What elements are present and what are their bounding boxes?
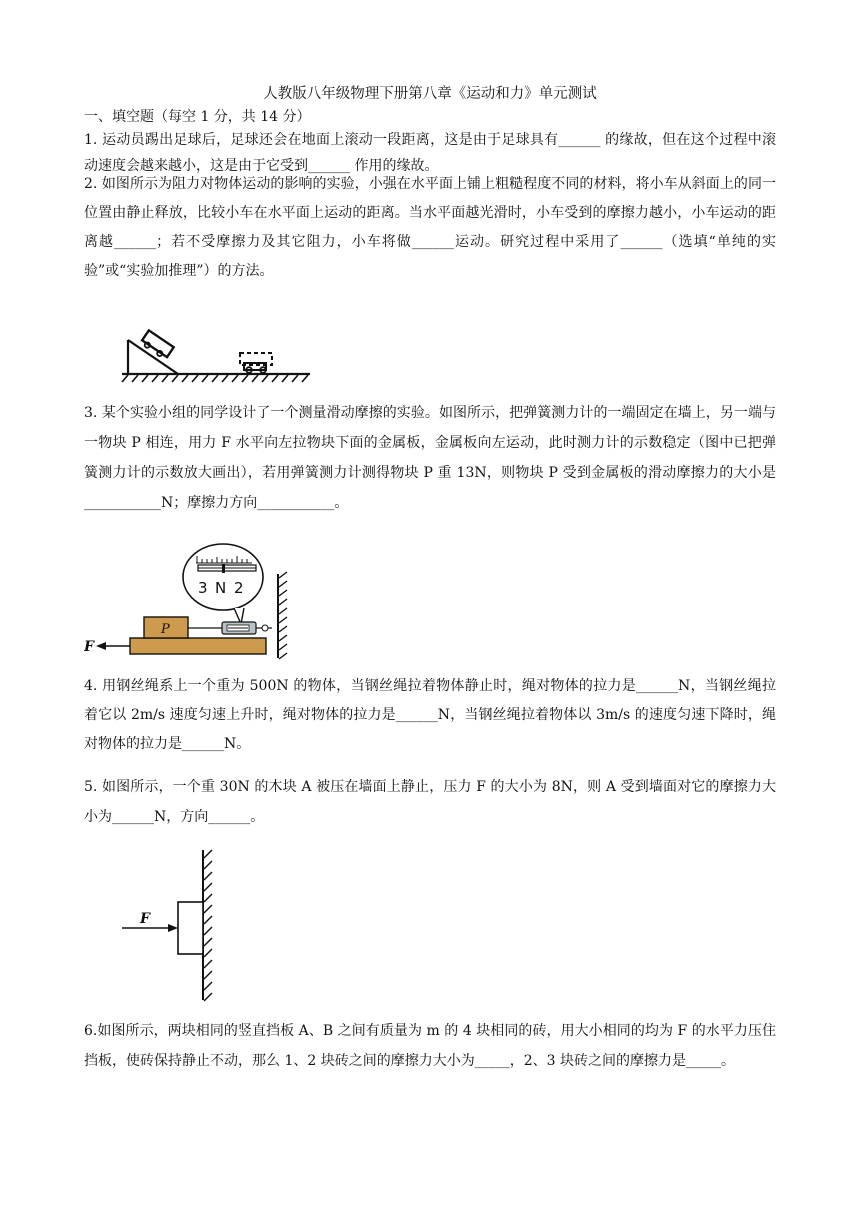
question-2: 2. 如图所示为阻力对物体运动的影响的实验，小强在水平面上铺上粗糙程度不同的材料，将小车从斜面上的同一位置由静止释放，比较小车在水平面上运动的距离。当水平面越光滑时，小车受到的摩擦力越小，小车运动的距离越______；若不受摩擦力及其它阻力，小车将做______运动。研究过程中采用了______（选填“单纯的实验”或“实验加推理”）的方法。 [84,176,776,279]
question-1: 1. 运动员踢出足球后，足球还会在地面上滚动一段距离，这是由于足球具有______ 的缘故，但在这个过程中滚动速度会越来越小，这是由于它受到______ 作用的缘故。 [84,132,776,174]
incline-cart-figure [118,318,318,384]
question-3: 3. 某个实验小组的同学设计了一个测量滑动摩擦的实验。如图所示，把弹簧测力计的一端固定在墙上，另一端与一物块 P 相连，用力 F 水平向左拉物块下面的金属板，金属板向左运动，此时测力计的示数稳定（图中已把弹簧测力计的示数放大画出），若用弹簧测力计测得物块 P 重 13N，则物块 P 受到金属板的滑动摩擦力的大小是___________N；摩擦力方向___________。 [84,405,776,511]
force-label-f: F [84,639,94,655]
wall-block-figure [114,846,224,1004]
section-heading: 一、填空题（每空 1 分，共 14 分） [84,109,311,125]
question-6: 6.如图所示，两块相同的竖直挡板 A、B 之间有质量为 m 的 4 块相同的砖，用大小相同的均为 F 的水平力压住挡板，使砖保持静止不动，那么 1、2 块砖之间的摩擦力大小为_____，2、3 块砖之间的摩擦力是_____。 [84,1023,776,1069]
question-5: 5. 如图所示，一个重 30N 的木块 A 被压在墙面上静止，压力 F 的大小为 8N，则 A 受到墙面对它的摩擦力大小为______N，方向______。 [84,779,776,825]
scale-label-2: 2 [234,579,244,597]
page-title: 人教版八年级物理下册第八章《运动和力》单元测试 [263,86,597,102]
force-label-f-wall: F [140,911,150,927]
question-4: 4. 用钢丝绳系上一个重为 500N 的物体，当钢丝绳拉着物体静止时，绳对物体的拉力是______N，当钢丝绳拉着它以 2m/s 速度匀速上升时，绳对物体的拉力是______N，当钢丝绳拉着物体以 3m/s 的速度匀速下降时，绳对物体的拉力是______N。 [84,678,776,752]
block-p-label: P [161,622,170,637]
scale-label-unit: N [215,579,227,597]
scale-label-3: 3 [198,579,208,597]
spring-balance-figure [84,540,294,662]
